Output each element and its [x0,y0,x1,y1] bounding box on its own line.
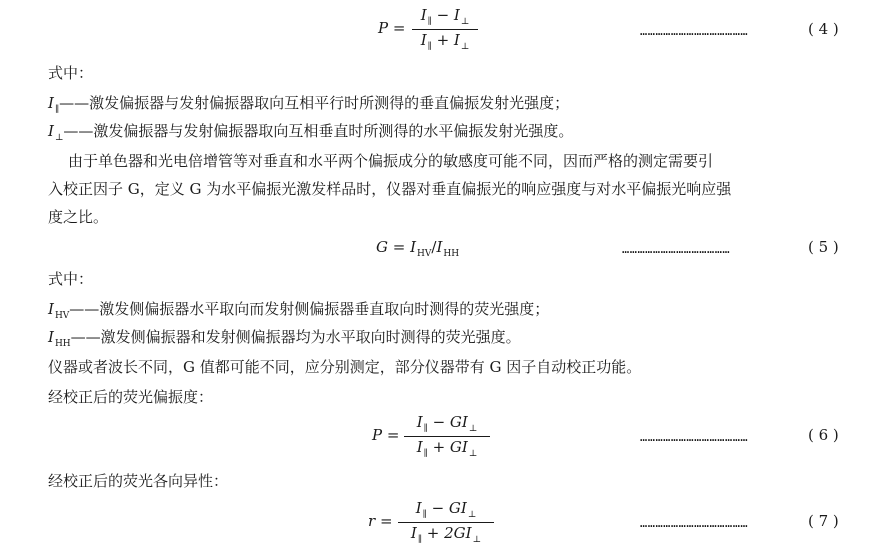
eq6-numerator: $I_\parallel - GI_\perp$ [416,413,478,434]
eq7-denominator: $I_\parallel + 2GI_\perp$ [410,524,482,545]
eq7-fraction [398,499,494,546]
eq4-numerator: $I_\parallel - I_\perp$ [420,6,470,27]
corrected-anisotropy-label: 经校正后的荧光各向异性： [48,472,229,490]
paragraph-2: 仪器或者波长不同，G 值都可能不同，应分别测定，部分仪器带有 G 因子自动校正功能。 [48,358,642,376]
eq7-leader-dots: …………………………………… [640,516,749,530]
eq6-lhs: P = [372,426,400,444]
definition-i-hh: $I_{HH}——$激发侧偏振器和发射侧偏振器均为水平取向时测得的荧光强度。 [48,328,521,349]
eq4-denominator: $I_\parallel + I_\perp$ [420,31,470,52]
eq6-number: ( 6 ) [808,426,839,444]
eq7-lhs: r = [368,512,393,530]
definition-i-parallel: $I_\parallel——$激发偏振器与发射偏振器取向互相平行时所测得的垂直偏振发射光强度； [48,94,570,115]
corrected-polarization-label: 经校正后的荧光偏振度： [48,388,214,406]
eq4-leader-dots: …………………………………… [640,24,749,38]
paragraph-1-line-2: 入校正因子 G，定义 G 为水平偏振光激发样品时，仪器对垂直偏振光的响应强度与对水平偏振光响应强 [48,180,732,198]
eq6-leader-dots: …………………………………… [640,430,749,444]
eq6-denominator: $I_\parallel + GI_\perp$ [416,438,478,459]
eq4-lhs: P = [378,19,406,37]
eq5-formula: $G = I_{HV}/I_{HH}$ [376,238,460,259]
eq4-fraction [412,6,478,53]
eq5-number: ( 5 ) [808,238,839,256]
paragraph-1-line-1: 由于单色器和光电倍增管等对垂直和水平两个偏振成分的敏感度可能不同，因而严格的测定需要引 [68,152,714,170]
definition-i-hv: $I_{HV}——$激发侧偏振器水平取向而发射侧偏振器垂直取向时测得的荧光强度； [48,300,550,321]
eq5-leader-dots: …………………………………… [622,242,731,256]
eq7-number: ( 7 ) [808,512,839,530]
eq6-fraction [404,413,490,460]
definition-i-perp: $I_\perp——$激发偏振器与发射偏振器取向互相垂直时所测得的水平偏振发射光强度。 [48,122,574,143]
where-label-2: 式中： [48,270,94,288]
paragraph-1-line-3: 度之比。 [48,208,109,226]
where-label-1: 式中： [48,64,94,82]
eq4-number: ( 4 ) [808,20,839,38]
eq7-numerator: $I_\parallel - GI_\perp$ [415,499,477,520]
